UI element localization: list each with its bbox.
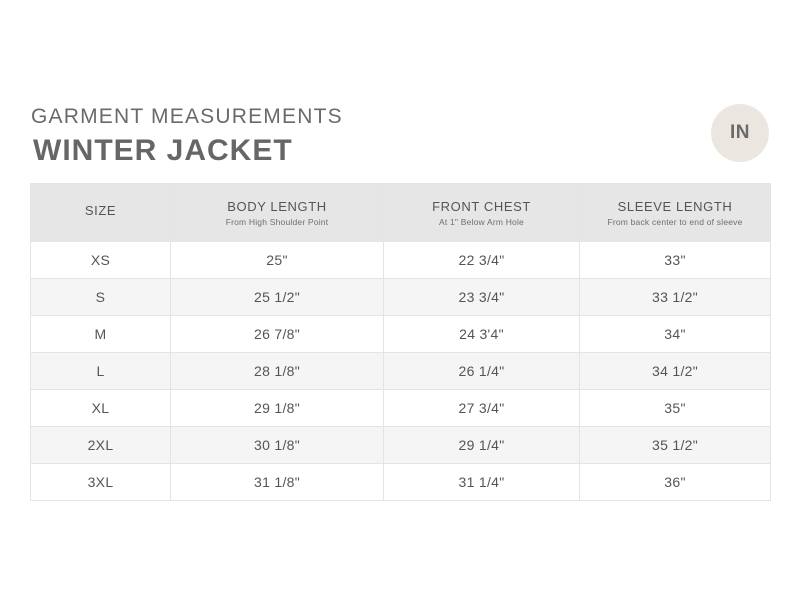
cell-size: L: [31, 353, 171, 390]
table-row: [31, 464, 771, 501]
cell-size: M: [31, 316, 171, 353]
column-header-sleeve-length: [580, 184, 771, 242]
cell-size: 2XL: [31, 427, 171, 464]
column-header-note: At 1" Below Arm Hole: [439, 216, 524, 227]
cell-sleeve-length: 34": [580, 316, 771, 353]
page-subtitle: GARMENT MEASUREMENTS: [31, 105, 343, 128]
cell-size: XS: [31, 242, 171, 279]
table-row: [31, 353, 771, 390]
table-header-row: [31, 184, 771, 242]
cell-size: 3XL: [31, 464, 171, 501]
cell-body-length: 25 1/2": [171, 279, 384, 316]
cell-front-chest: 29 1/4": [384, 427, 580, 464]
cell-front-chest: 22 3/4": [384, 242, 580, 279]
cell-front-chest: 31 1/4": [384, 464, 580, 501]
column-header-note: From High Shoulder Point: [225, 216, 329, 227]
cell-sleeve-length: 35 1/2": [580, 427, 771, 464]
cell-body-length: 28 1/8": [171, 353, 384, 390]
cell-body-length: 31 1/8": [171, 464, 384, 501]
table-row: [31, 242, 771, 279]
column-header-label: FRONT CHEST: [432, 198, 531, 214]
table-row: [31, 427, 771, 464]
column-header-label: SLEEVE LENGTH: [617, 198, 733, 214]
table-row: [31, 279, 771, 316]
cell-body-length: 25": [171, 242, 384, 279]
column-header-body-length: [171, 184, 384, 242]
cell-body-length: 30 1/8": [171, 427, 384, 464]
table-row: [31, 316, 771, 353]
cell-size: XL: [31, 390, 171, 427]
cell-sleeve-length: 33 1/2": [580, 279, 771, 316]
cell-sleeve-length: 36": [580, 464, 771, 501]
cell-size: S: [31, 279, 171, 316]
cell-sleeve-length: 35": [580, 390, 771, 427]
page-title: WINTER JACKET: [33, 134, 293, 167]
table-row: [31, 390, 771, 427]
cell-front-chest: 23 3/4": [384, 279, 580, 316]
unit-toggle-badge[interactable]: IN: [711, 104, 769, 162]
cell-body-length: 26 7/8": [171, 316, 384, 353]
column-header-front-chest: [384, 184, 580, 242]
cell-front-chest: 24 3'4": [384, 316, 580, 353]
size-chart-table: [30, 183, 771, 501]
column-header-note: From back center to end of sleeve: [607, 216, 743, 227]
column-header-label: BODY LENGTH: [227, 198, 327, 214]
cell-sleeve-length: 34 1/2": [580, 353, 771, 390]
cell-body-length: 29 1/8": [171, 390, 384, 427]
column-header-size: [31, 184, 171, 242]
cell-front-chest: 27 3/4": [384, 390, 580, 427]
cell-sleeve-length: 33": [580, 242, 771, 279]
column-header-label: SIZE: [84, 203, 117, 218]
cell-front-chest: 26 1/4": [384, 353, 580, 390]
